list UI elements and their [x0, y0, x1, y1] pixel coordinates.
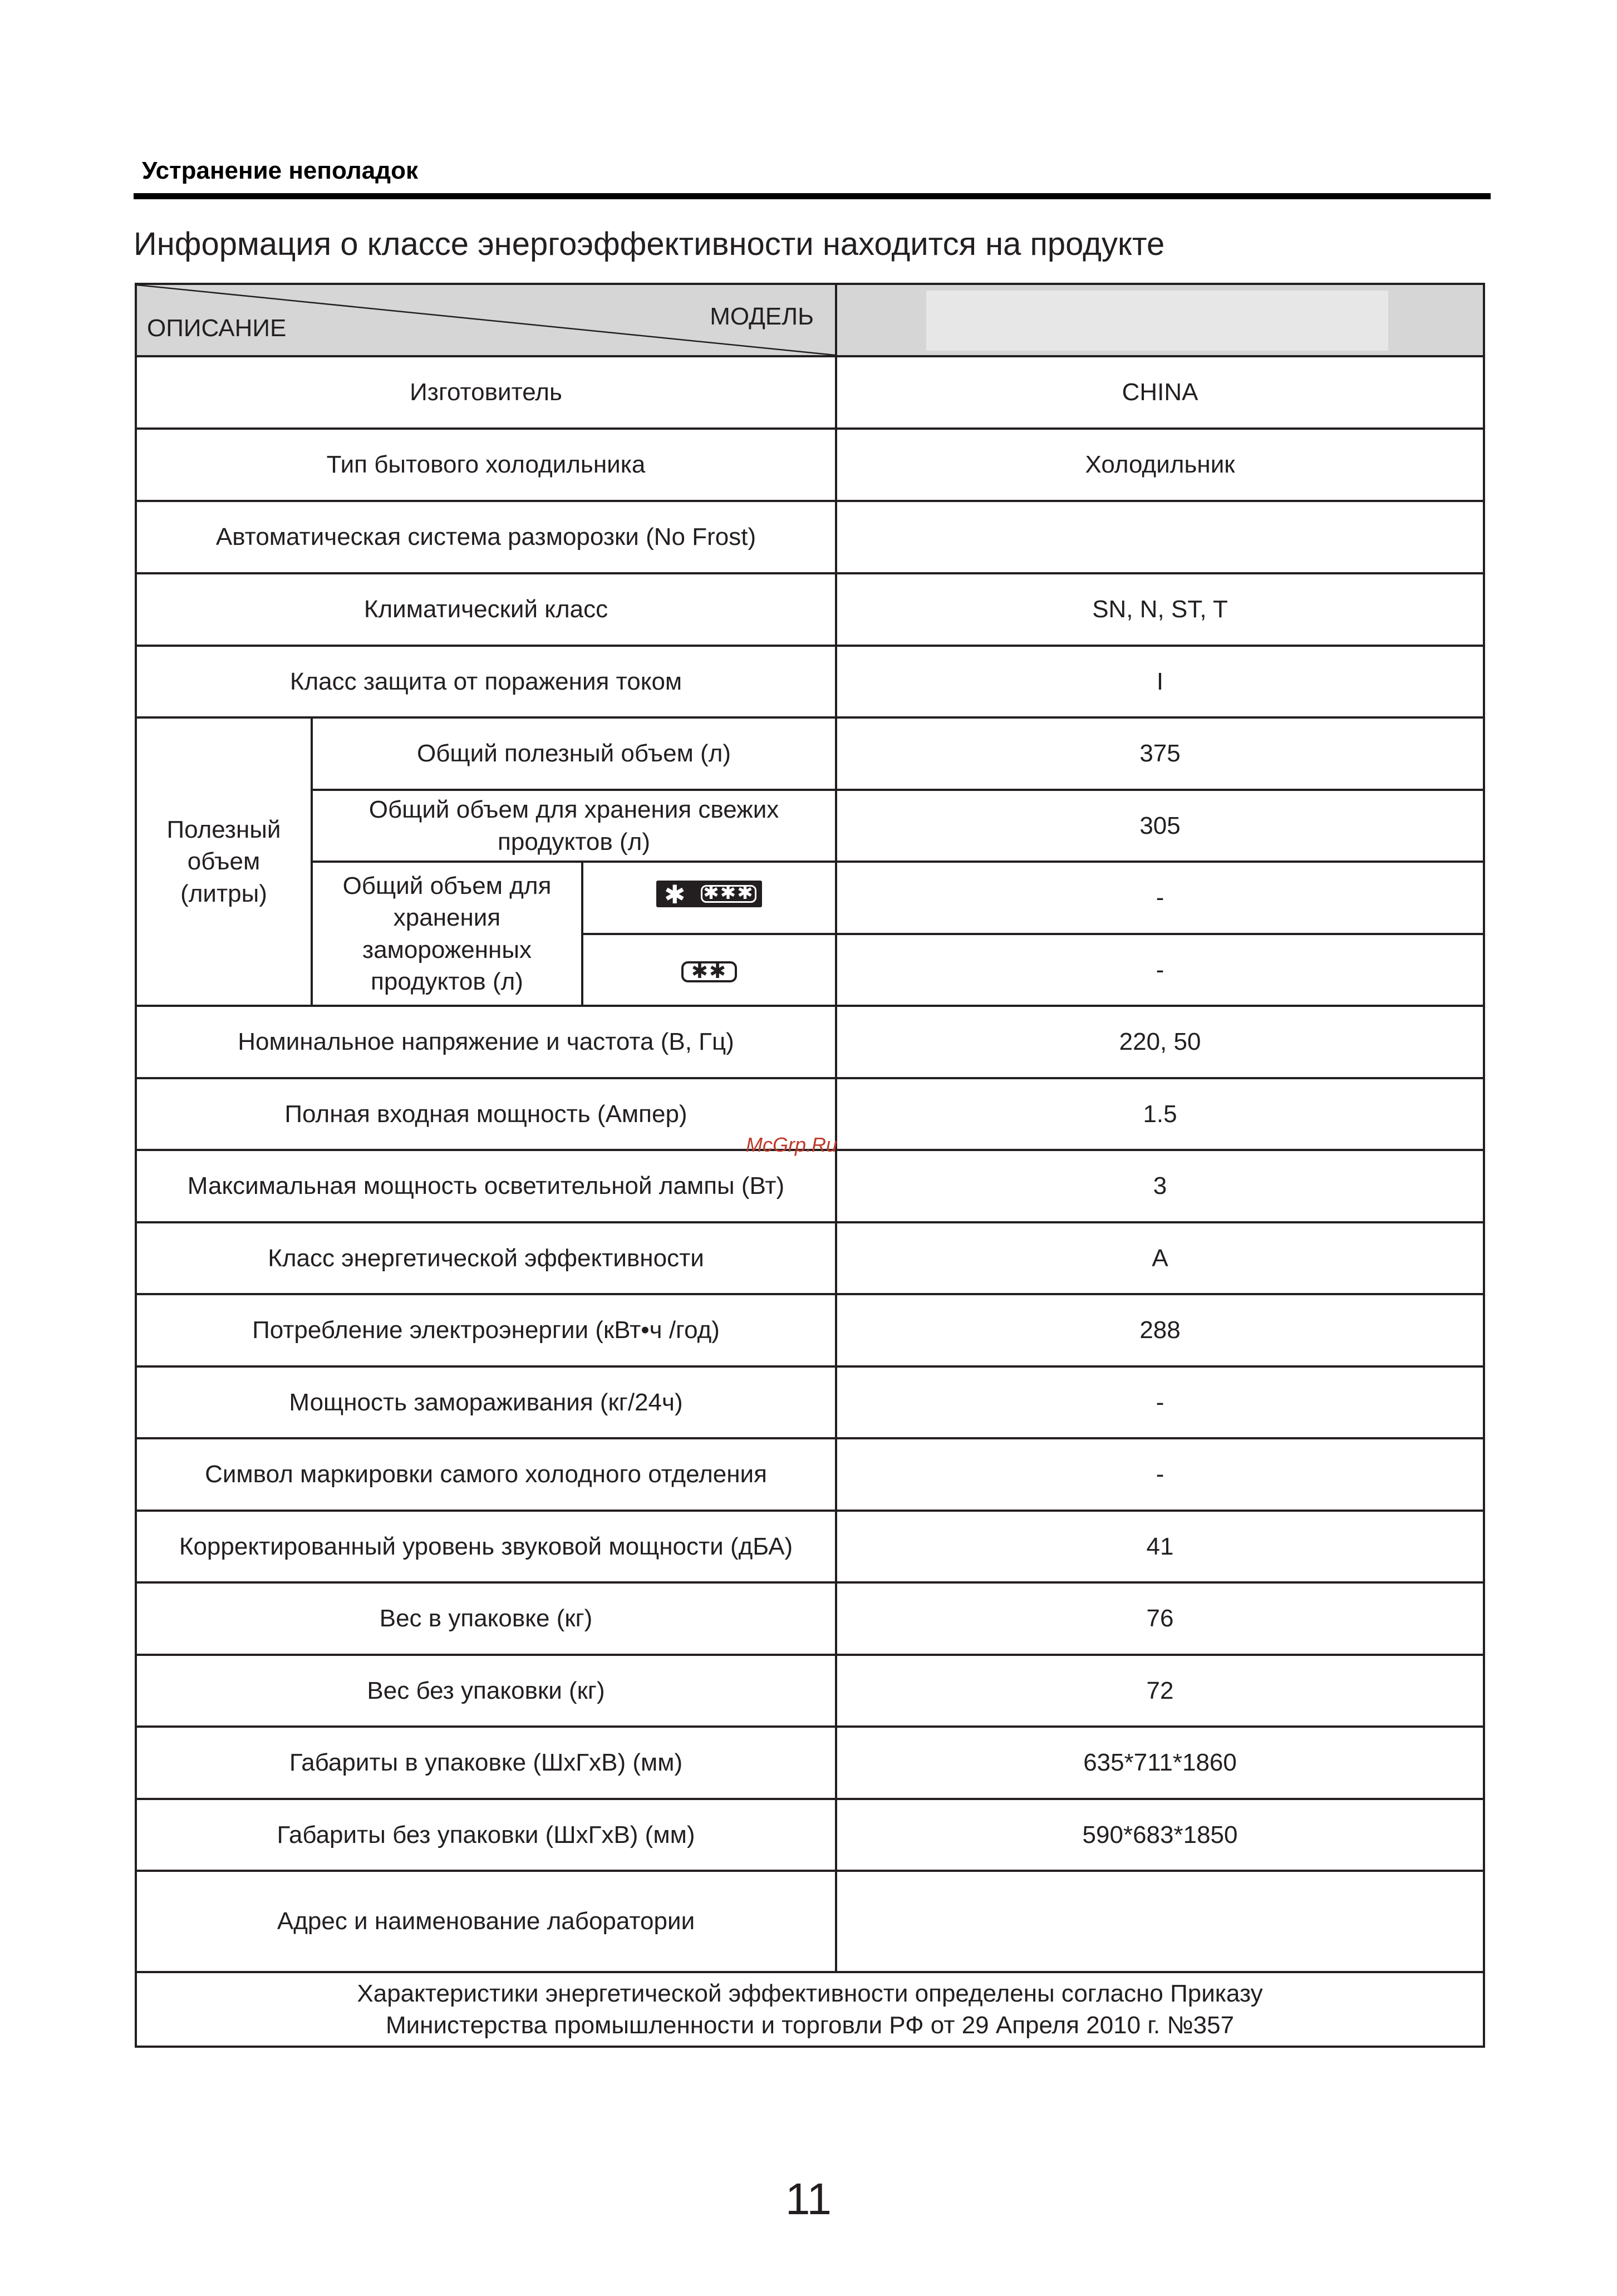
- table-row: [136, 356, 1484, 429]
- header-model-label: МОДЕЛЬ: [710, 303, 814, 330]
- volume-total-row: [136, 717, 1484, 790]
- volume-fresh-label: Общий объем для хранения свежих продуктов (л): [312, 790, 836, 862]
- page-number: 11: [785, 2174, 832, 2224]
- volume-frozen-label: Общий объем для хранения замороженных продуктов (л): [312, 862, 582, 1006]
- table-row: [136, 1222, 1484, 1294]
- four-star-freezer-cell: [582, 862, 836, 934]
- row-label: Климатический класс: [136, 573, 836, 646]
- row-label: Потребление электроэнергии (кВт•ч /год): [136, 1294, 836, 1366]
- row-value: 288: [836, 1294, 1484, 1366]
- table-row: [136, 1366, 1484, 1438]
- row-label: Символ маркировки самого холодного отделения: [136, 1438, 836, 1511]
- row-label: Изготовитель: [136, 356, 836, 429]
- row-value: CHINA: [836, 356, 1484, 429]
- header-rule: [134, 193, 1491, 199]
- row-value: 72: [836, 1655, 1484, 1727]
- table-row: [136, 429, 1484, 501]
- table-row: [136, 1582, 1484, 1655]
- row-value: [836, 1871, 1484, 1972]
- row-label: Мощность замораживания (кг/24ч): [136, 1366, 836, 1438]
- spec-table: [135, 283, 1485, 2048]
- table-row: [136, 501, 1484, 573]
- row-label: Корректированный уровень звуковой мощности (дБА): [136, 1511, 836, 1582]
- row-value: 590*683*1850: [836, 1799, 1484, 1871]
- row-label: Габариты в упаковке (ШхГхВ) (мм): [136, 1727, 836, 1799]
- row-label: Габариты без упаковки (ШхГхВ) (мм): [136, 1799, 836, 1871]
- row-value: 1.5: [836, 1078, 1484, 1150]
- model-value-cell: [836, 284, 1484, 356]
- table-row: [136, 1511, 1484, 1582]
- row-label: Номинальное напряжение и частота (В, Гц): [136, 1006, 836, 1078]
- row-value: A: [836, 1222, 1484, 1294]
- volume-group-label: Полезный объем (литры): [136, 717, 312, 1006]
- row-value: 220, 50: [836, 1006, 1484, 1078]
- row-label: Адрес и наименование лаборатории: [136, 1871, 836, 1972]
- table-row: [136, 1655, 1484, 1727]
- row-label: Вес без упаковки (кг): [136, 1655, 836, 1727]
- row-label: Автоматическая система разморозки (No Frost): [136, 501, 836, 573]
- table-row: [136, 573, 1484, 646]
- volume-fresh-value: 305: [836, 790, 1484, 862]
- volume-frozen-4star-row: [136, 862, 1484, 934]
- row-value: -: [836, 1438, 1484, 1511]
- row-value: SN, N, ST, T: [836, 573, 1484, 646]
- row-value: 41: [836, 1511, 1484, 1582]
- four-star-freezer-icon: ✱ ✱✱✱: [656, 881, 762, 907]
- model-redacted-box: [926, 291, 1388, 351]
- row-label: Вес в упаковке (кг): [136, 1582, 836, 1655]
- table-footer-row: [136, 1972, 1484, 2047]
- table-row: [136, 1871, 1484, 1972]
- volume-fresh-row: [136, 790, 1484, 862]
- two-star-freezer-icon: ✱✱: [681, 961, 737, 982]
- watermark: McGrp.Ru: [746, 1133, 838, 1156]
- row-label: Класс защита от поражения током: [136, 646, 836, 717]
- row-value: [836, 501, 1484, 573]
- table-header-row: [136, 284, 1484, 356]
- table-row: [136, 1006, 1484, 1078]
- row-value: -: [836, 1366, 1484, 1438]
- two-star-freezer-cell: [582, 934, 836, 1006]
- volume-frozen-4star-value: -: [836, 862, 1484, 934]
- table-row: [136, 646, 1484, 717]
- table-row: [136, 1438, 1484, 1511]
- table-row: [136, 1294, 1484, 1366]
- header-description-model-cell: [136, 284, 836, 356]
- header-description-label: ОПИСАНИЕ: [147, 314, 287, 342]
- table-footer-note: Характеристики энергетической эффективности определены согласно Приказу Министерства промышленности и торговли РФ от 29 Апреля 2010 г. №357: [136, 1972, 1484, 2047]
- section-title: Устранение неполадок: [142, 157, 418, 184]
- volume-total-value: 375: [836, 717, 1484, 790]
- table-row: [136, 1799, 1484, 1871]
- row-value: I: [836, 646, 1484, 717]
- row-label: Тип бытового холодильника: [136, 429, 836, 501]
- table-row: [136, 1150, 1484, 1222]
- row-label: Класс энергетической эффективности: [136, 1222, 836, 1294]
- row-value: 3: [836, 1150, 1484, 1222]
- row-value: 635*711*1860: [836, 1727, 1484, 1799]
- row-value: 76: [836, 1582, 1484, 1655]
- row-label: Максимальная мощность осветительной лампы (Вт): [136, 1150, 836, 1222]
- row-label: Полная входная мощность (Ампер): [136, 1078, 836, 1150]
- page-heading: Информация о классе энергоэффективности находится на продукте: [134, 226, 1165, 262]
- row-value: Холодильник: [836, 429, 1484, 501]
- volume-total-label: Общий полезный объем (л): [312, 717, 836, 790]
- volume-frozen-2star-value: -: [836, 934, 1484, 1006]
- table-row: [136, 1727, 1484, 1799]
